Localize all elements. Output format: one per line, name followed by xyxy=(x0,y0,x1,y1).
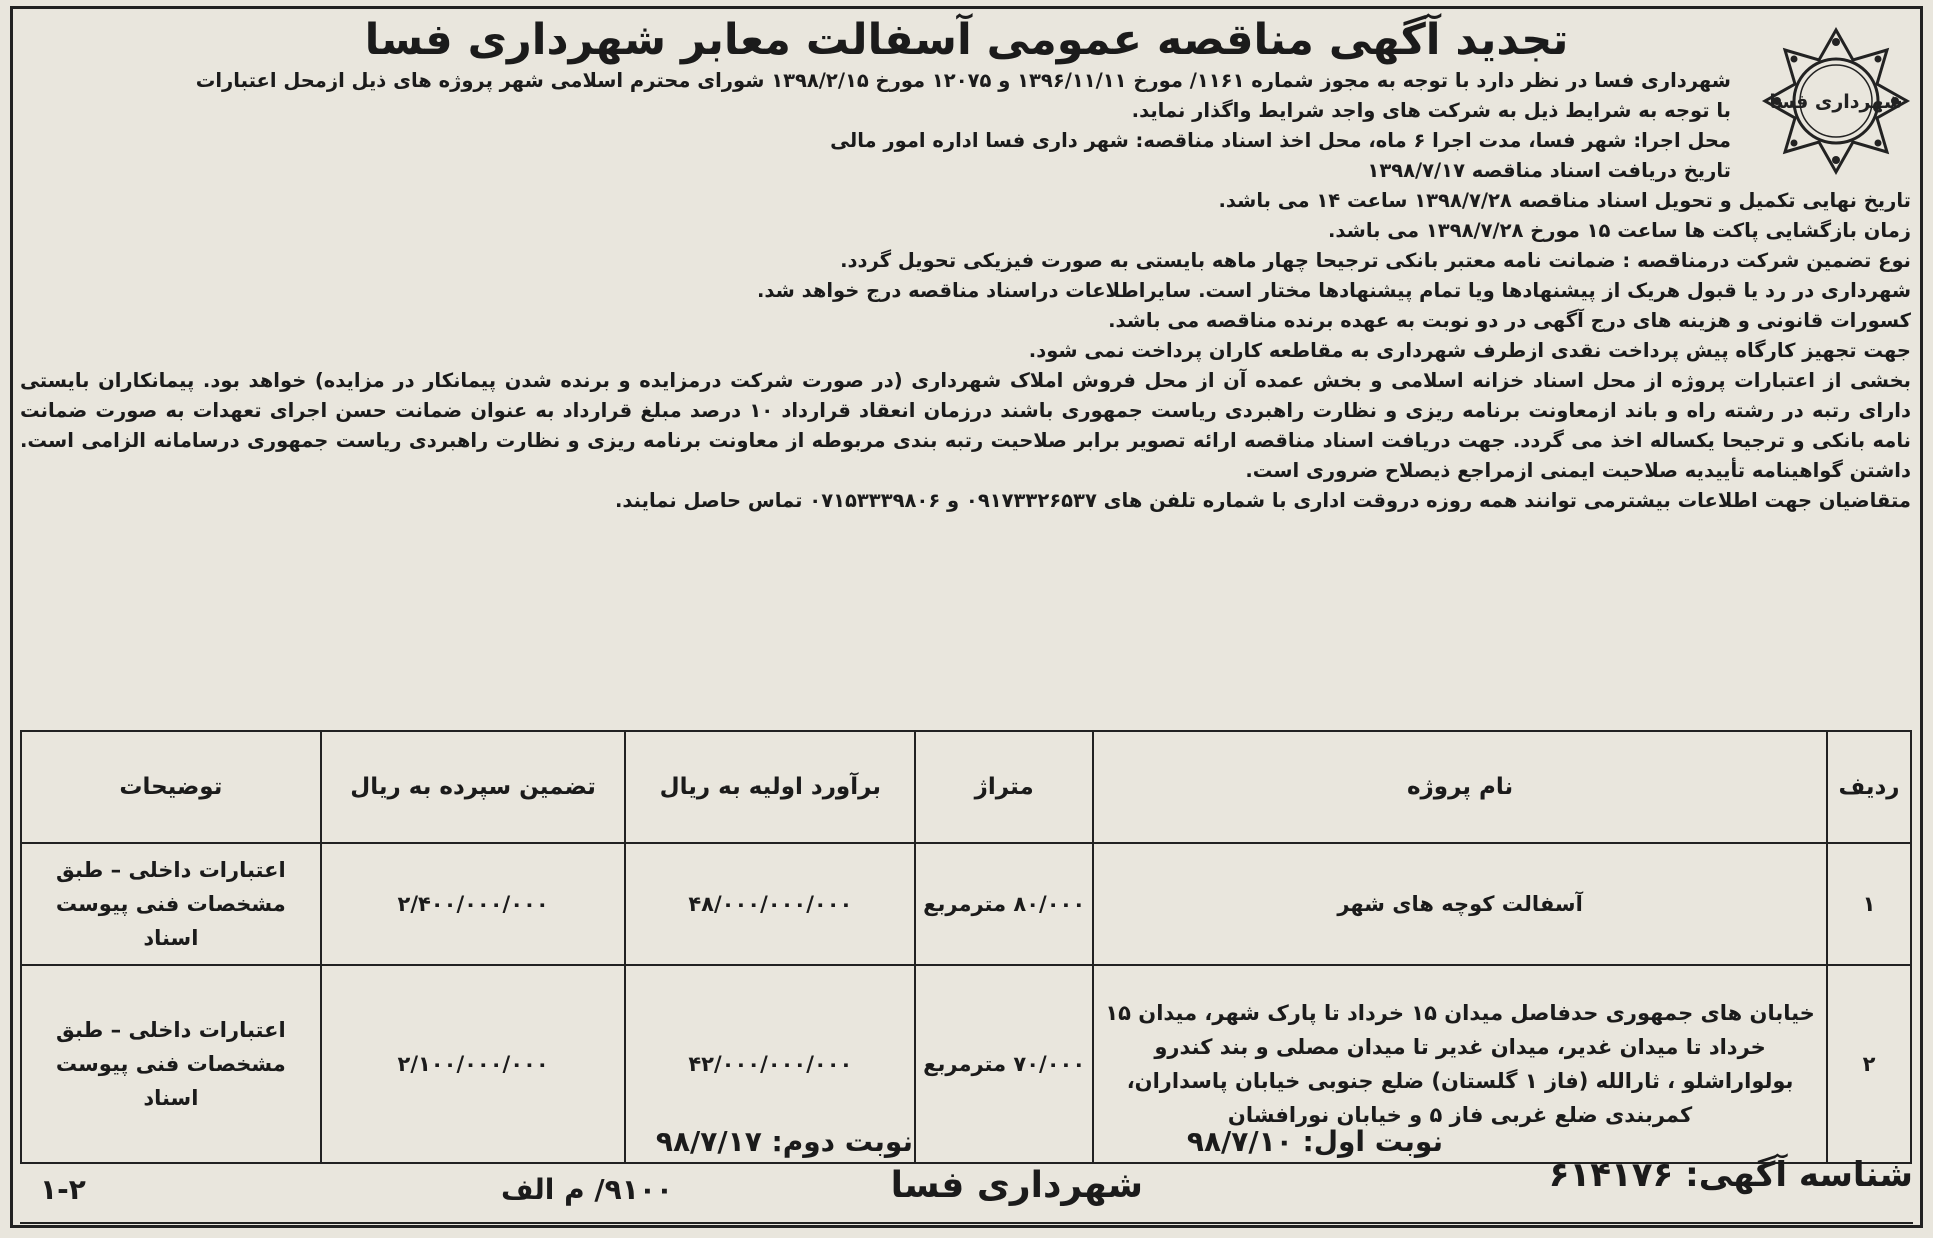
cell-notes: اعتبارات داخلی – طبق مشخصات فنی پیوست اسناد xyxy=(21,965,321,1163)
header-area: متراژ xyxy=(915,731,1093,843)
header-notes: توضیحات xyxy=(21,731,321,843)
paragraph: شهرداری فسا در نظر دارد با توجه به مجوز شماره ۱۱۶۱/ مورخ ۱۳۹۶/۱۱/۱۱ و ۱۲۰۷۵ مورخ ۱۳۹۸/۲/۱۵ شورای محترم اسلامی شهر پروژه های ذیل ازمحل اعتبارات xyxy=(195,69,1731,92)
paragraph: تاریخ دریافت اسناد مناقصه ۱۳۹۸/۷/۱۷ xyxy=(1367,159,1731,182)
cell-project-name: آسفالت کوچه های شهر xyxy=(1093,843,1827,965)
tender-table xyxy=(20,730,1912,1164)
paragraph: نوع تضمین شرکت درمناقصه : ضمانت نامه معتبر بانکی ترجیحا چهار ماهه بایستی به صورت فیزیکی تحویل گردد. xyxy=(840,249,1911,272)
first-publication: نوبت اول: ۹۸/۷/۱۰ xyxy=(1186,1125,1443,1158)
notice-footer xyxy=(20,1115,1913,1225)
paragraph: بخشی از اعتبارات پروژه از محل اسناد خزانه اسلامی و بخش عمده آن از محل فروش املاک شهرداری (در صورت شرکت درمزایده و برنده شدن پیمانکار در مزایده) خواهد بود. پیمانکاران بایستی دارای رتبه در رشته راه و باند ازمعاونت برنامه ریزی و نظارت راهبردی ریاست جمهوری باشند درزمان انعقاد قرارداد ۱۰ درصد مبلغ قرارداد به عنوان ضمانت حسن اجرای تعهدات به صورت ضمانت نامه بانکی و ترجیحا یکساله اخذ می گردد. جهت دریافت اسناد مناقصه ارائه تصویر برابر صلاحیت رتبه بندی مربوطه از معاونت برنامه ریزی و نظارت راهبردی ریاست جمهوری درسامانه الزامی است. داشتن گواهینامه تأییدیه صلاحیت ایمنی ازمراجع ذیصلاح ضروری است. xyxy=(20,369,1911,482)
second-publication: نوبت دوم: ۹۸/۷/۱۷ xyxy=(655,1125,913,1158)
cell-deposit: ۲/۴۰۰/۰۰۰/۰۰۰ xyxy=(321,843,626,965)
cell-project-name: خیابان های جمهوری حدفاصل میدان ۱۵ خرداد تا پارک شهر، میدان ۱۵ خرداد تا میدان غدیر، میدان غدیر تا میدان مصلی و بند کندرو بولواراشلو ، ثارالله (فاز ۱ گلستان) ضلع جنوبی خیابان پاسداران، کمربندی ضلع غربی فاز ۵ و خیابان نورافشان xyxy=(1093,965,1827,1163)
paragraph: جهت تجهیز کارگاه پیش پرداخت نقدی ازطرف شهرداری به مقاطعه کاران پرداخت نمی شود. xyxy=(1028,339,1911,362)
header-row-number: ردیف xyxy=(1827,731,1911,843)
cell-notes: اعتبارات داخلی – طبق مشخصات فنی پیوست اسناد xyxy=(21,843,321,965)
paragraph: متقاضیان جهت اطلاعات بیشترمی توانند همه روزه دروقت اداری با شماره تلفن های ۰۹۱۷۳۳۲۶۵۳۷ و ۰۷۱۵۳۳۳۹۸۰۶ تماس حاصل نمایند. xyxy=(615,489,1911,512)
cell-area: ۷۰/۰۰۰ مترمربع xyxy=(915,965,1093,1163)
cell-deposit: ۲/۱۰۰/۰۰۰/۰۰۰ xyxy=(321,965,626,1163)
paragraph: با توجه به شرایط ذیل به شرکت های واجد شرایط واگذار نماید. xyxy=(1131,99,1731,122)
page-number: ۱-۲ xyxy=(40,1173,86,1206)
cell-row-number: ۱ xyxy=(1827,843,1911,965)
cell-row-number: ۲ xyxy=(1827,965,1911,1163)
table-header-row xyxy=(21,731,1911,843)
paragraph: محل اجرا: شهر فسا، مدت اجرا ۶ ماه، محل اخذ اسناد مناقصه: شهر داری فسا اداره امور مالی xyxy=(830,129,1731,152)
paragraph: شهرداری در رد یا قبول هریک از پیشنهادها ویا تمام پیشنهادها مختار است. سایراطلاعات دراسناد مناقصه درج خواهد شد. xyxy=(756,279,1911,302)
ad-id: شناسه آگهی: ۶۱۴۱۷۶ xyxy=(1548,1155,1913,1195)
bottom-divider xyxy=(20,1222,1913,1224)
notice-code: ۹۱۰۰/ م الف xyxy=(500,1173,673,1206)
header-project-name: نام پروژه xyxy=(1093,731,1827,843)
svg-text:شهرداری فسا: شهرداری فسا xyxy=(1769,91,1903,113)
header-estimate: برآورد اولیه به ریال xyxy=(625,731,915,843)
notice-title: تجدید آگهی مناقصه عمومی آسفالت معابر شهرداری فسا xyxy=(364,15,1569,65)
paragraph: کسورات قانونی و هزینه های درج آگهی در دو نوبت به عهده برنده مناقصه می باشد. xyxy=(1108,309,1911,332)
header-deposit: تضمین سپرده به ریال xyxy=(321,731,626,843)
table-row xyxy=(21,843,1911,965)
cell-area: ۸۰/۰۰۰ مترمربع xyxy=(915,843,1093,965)
paragraph: زمان بازگشایی پاکت ها ساعت ۱۵ مورخ ۱۳۹۸/۷/۲۸ می باشد. xyxy=(1328,219,1911,242)
cell-estimate: ۴۲/۰۰۰/۰۰۰/۰۰۰ xyxy=(625,965,915,1163)
paragraph: تاریخ نهایی تکمیل و تحویل اسناد مناقصه ۱۳۹۸/۷/۲۸ ساعت ۱۴ می باشد. xyxy=(1218,189,1911,212)
notice-body xyxy=(20,66,1911,516)
cell-estimate: ۴۸/۰۰۰/۰۰۰/۰۰۰ xyxy=(625,843,915,965)
municipality-name: شهرداری فسا xyxy=(890,1165,1143,1206)
